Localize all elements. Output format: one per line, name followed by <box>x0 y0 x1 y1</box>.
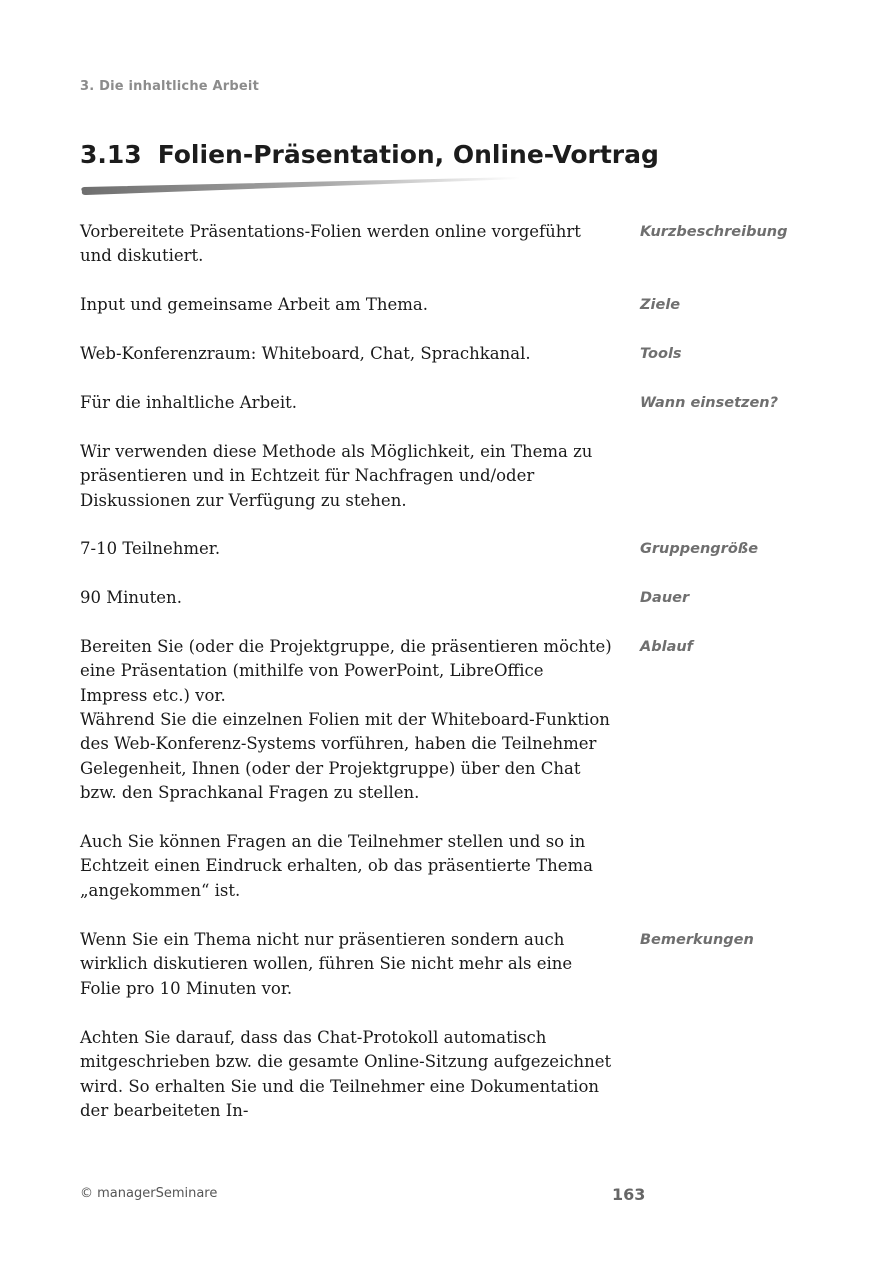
margin-label: Dauer <box>640 590 690 606</box>
margin-label: Gruppengröße <box>640 541 759 557</box>
page-number: 163 <box>612 1185 646 1204</box>
row-wann-einsetzen <box>80 391 820 415</box>
row-dauer <box>80 586 820 610</box>
margin-label: Ziele <box>640 297 681 313</box>
margin-label: Bemerkungen <box>640 932 754 948</box>
body-paragraph: Achten Sie darauf, dass das Chat-Protokoll automatisch mitgeschrieben bzw. die gesamte Online-Sitzung aufgezeichnet wird. So erhalten Sie und die Teilnehmer eine Dokumentation der bearbeiteten In- <box>80 1028 612 1121</box>
margin-label: Ablauf <box>640 639 693 655</box>
row-kurzbeschreibung <box>80 220 820 269</box>
body-paragraph: Für die inhaltliche Arbeit. <box>80 393 298 412</box>
row-ablauf-detail-2 <box>80 830 820 903</box>
row-ablauf-detail-1 <box>80 708 820 806</box>
margin-label: Tools <box>640 346 682 362</box>
body-paragraph: 7-10 Teilnehmer. <box>80 539 221 558</box>
section-title-text: Folien-Präsentation, Online-Vortrag <box>157 140 659 169</box>
body-paragraph: Auch Sie können Fragen an die Teilnehmer stellen und so in Echtzeit einen Eindruck erhalten, ob das präsentierte Thema „angekommen“ ist. <box>80 832 593 900</box>
row-tools <box>80 342 820 366</box>
running-head: 3. Die inhaltliche Arbeit <box>80 79 259 94</box>
row-ablauf <box>80 635 820 708</box>
row-ziele <box>80 293 820 317</box>
body-paragraph: Bereiten Sie (oder die Projektgruppe, die präsentieren möchte) eine Präsentation (mithilfe von PowerPoint, LibreOffice Impress etc.) vor. <box>80 637 612 705</box>
body-paragraph: Wenn Sie ein Thema nicht nur präsentieren sondern auch wirklich diskutieren wollen, führen Sie nicht mehr als eine Folie pro 10 Minuten vor. <box>80 930 573 998</box>
body-paragraph: 90 Minuten. <box>80 588 182 607</box>
margin-label: Kurzbeschreibung <box>640 224 788 240</box>
body-paragraph: Input und gemeinsame Arbeit am Thema. <box>80 295 429 314</box>
body-paragraph: Während Sie die einzelnen Folien mit der Whiteboard-Funktion des Web-Konferenz-Systems vorführen, haben die Teilnehmer Gelegenheit, Ihnen (oder der Projektgruppe) über den Chat bzw. den Sprachkanal Fragen zu stellen. <box>80 710 610 803</box>
section-title <box>80 140 659 169</box>
body-paragraph: Vorbereitete Präsentations-Folien werden online vorgeführt und diskutiert. <box>80 222 581 266</box>
row-wann-einsetzen-detail <box>80 440 820 513</box>
margin-label: Wann einsetzen? <box>640 395 779 411</box>
row-gruppengroesse <box>80 537 820 561</box>
section-number: 3.13 <box>80 140 142 169</box>
title-underline-swoosh <box>80 176 520 196</box>
body-paragraph: Wir verwenden diese Methode als Möglichkeit, ein Thema zu präsentieren und in Echtzeit für Nachfragen und/oder Diskussionen zur Verfügung zu stehen. <box>80 442 593 510</box>
row-bemerkungen <box>80 928 820 1001</box>
body-paragraph: Web-Konferenzraum: Whiteboard, Chat, Sprachkanal. <box>80 344 531 363</box>
footer-copyright: © managerSeminare <box>80 1186 218 1201</box>
row-bemerkungen-detail <box>80 1026 820 1124</box>
